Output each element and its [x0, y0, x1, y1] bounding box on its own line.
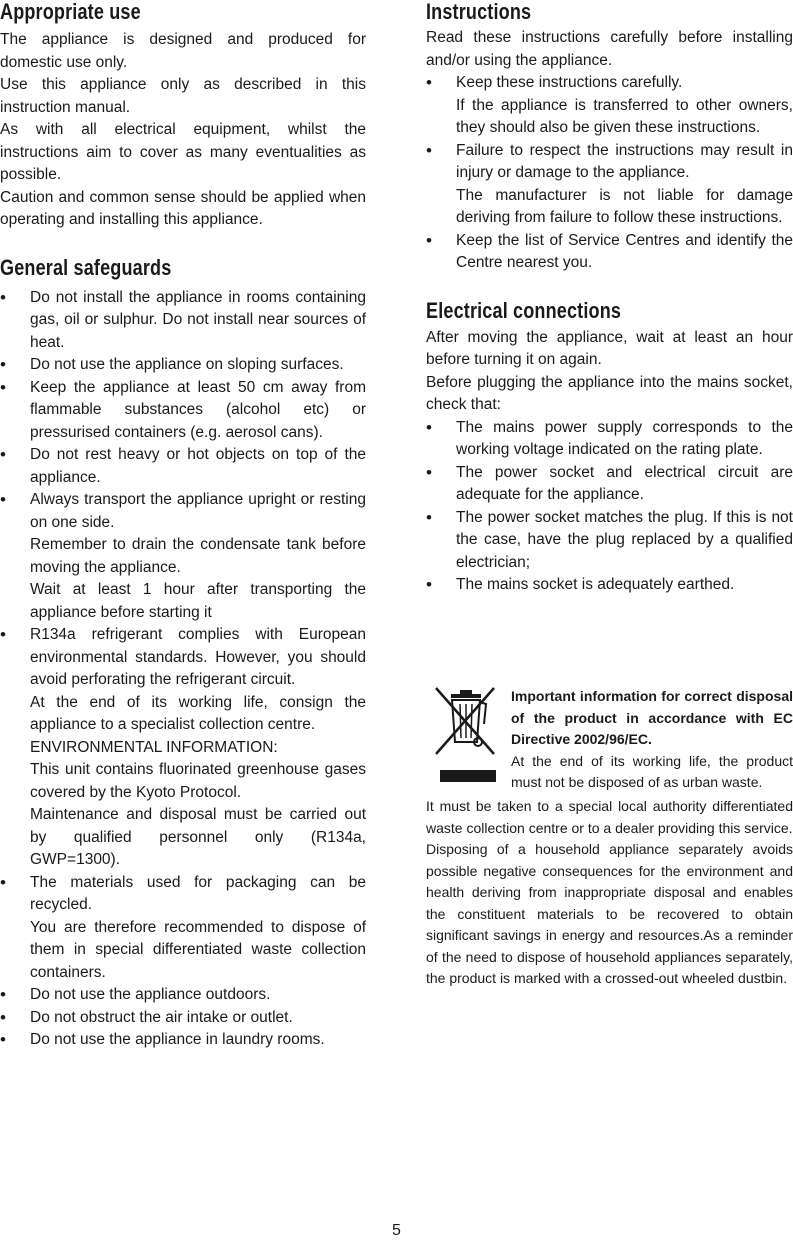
item-text: • Keep the appliance at least 50 cm away from flammable substances (alcohol etc) or pressurised containers (e.g. aerosol cans).	[30, 378, 366, 441]
list-item	[426, 462, 793, 507]
item-text: • Do not use the appliance outdoors.	[30, 986, 271, 1003]
appropriate-use-heading: Appropriate use	[0, 0, 141, 24]
item-text: • Do not install the appliance in rooms containing gas, oil or sulphur. Do not install near sources of heat.	[30, 288, 366, 351]
general-safeguards-list	[0, 287, 366, 1052]
item-text: Remember to drain the condensate tank before moving the appliance.	[30, 536, 366, 576]
weee-note: At the end of its working life, the product must not be disposed of as urban waste.	[511, 752, 793, 790]
list-item	[0, 624, 366, 872]
item-text: • The materials used for packaging can be recycled.	[30, 873, 366, 913]
list-item	[426, 72, 793, 140]
electrical-list	[426, 417, 793, 597]
right-column	[426, 0, 793, 597]
list-item	[0, 444, 366, 489]
item-text: • The power socket and electrical circuit are adequate for the appliance.	[456, 463, 793, 503]
appropriate-use-body	[0, 29, 366, 232]
item-text: The manufacturer is not liable for damage deriving from failure to follow these instructions.	[456, 186, 793, 226]
item-text: • R134a refrigerant complies with European environmental standards. However, you should avoid perforating the refrigerant circuit.	[30, 626, 366, 688]
item-text: ENVIRONMENTAL INFORMATION:	[30, 738, 278, 756]
list-item	[0, 1029, 366, 1052]
item-text: • Always transport the appliance upright or resting on one side.	[30, 491, 366, 531]
paragraph: After moving the appliance, wait at least an hour before turning it on again.	[426, 328, 793, 368]
list-item	[0, 984, 366, 1007]
item-text: Maintenance and disposal must be carried out by qualified personnel only (R134a, GWP=1300).	[30, 806, 366, 868]
paragraph: The appliance is designed and produced for domestic use only.	[0, 31, 366, 71]
item-text: You are therefore recommended to dispose of them in special differentiated waste collection containers.	[30, 918, 366, 981]
item-text: If the appliance is transferred to other owners, they should also be given these instructions.	[456, 96, 793, 136]
list-item	[0, 287, 366, 355]
weee-heading: Important information for correct disposal of the product in accordance with EC Directive 2002/96/EC.	[511, 688, 793, 747]
paragraph: It must be taken to a special local authority differentiated waste collection centre or to a dealer providing this service.	[426, 798, 793, 836]
item-text: • Keep these instructions carefully.	[456, 74, 683, 91]
list-item	[426, 507, 793, 575]
item-text: • The mains power supply corresponds to the working voltage indicated on the rating plate.	[456, 418, 793, 458]
item-text: Wait at least 1 hour after transporting the appliance before starting it	[30, 581, 366, 621]
item-text: • Do not rest heavy or hot objects on top of the appliance.	[30, 446, 366, 486]
crossed-out-wheeled-bin-icon	[432, 684, 496, 786]
item-text: At the end of its working life, consign the appliance to a specialist collection centre.	[30, 693, 366, 733]
list-item	[426, 417, 793, 462]
electrical-body	[426, 327, 793, 597]
electrical-connections-heading: Electrical connections	[426, 297, 622, 323]
weee-summary	[511, 686, 793, 794]
item-text: • Failure to respect the instructions may result in injury or damage to the appliance.	[456, 141, 793, 181]
weee-body	[426, 796, 793, 990]
item-text: This unit contains fluorinated greenhouse gases covered by the Kyoto Protocol.	[30, 761, 366, 801]
paragraph: As with all electrical equipment, whilst the instructions aim to cover as many eventualities as possible.	[0, 121, 366, 183]
item-text: • Do not use the appliance on sloping surfaces.	[30, 356, 344, 373]
list-item	[0, 872, 366, 985]
list-item	[0, 377, 366, 445]
list-item	[426, 140, 793, 230]
paragraph: Disposing of a household appliance separately avoids possible negative consequences for the environment and health deriving from inappropriate disposal and enables the constituent materials to be recovered to obtain significant savings in energy and resources.As a reminder of the need to dispose of household appliances separately, the product is marked with a crossed-out wheeled dustbin.	[426, 841, 793, 986]
paragraph: Caution and common sense should be applied when operating and installing this appliance.	[0, 188, 366, 228]
item-text: • The power socket matches the plug. If this is not the case, have the plug replaced by a qualified electrician;	[456, 508, 793, 571]
instructions-list	[426, 72, 793, 275]
page-number: 5	[392, 1222, 401, 1239]
paragraph: Read these instructions carefully before installing and/or using the appliance.	[426, 29, 793, 69]
item-text: • Do not use the appliance in laundry rooms.	[30, 1031, 325, 1048]
paragraph: Use this appliance only as described in this instruction manual.	[0, 76, 366, 116]
list-item	[0, 1007, 366, 1030]
list-item	[426, 230, 793, 275]
general-safeguards-heading: General safeguards	[0, 254, 172, 280]
item-text: • The mains socket is adequately earthed.	[456, 576, 735, 593]
item-text: • Do not obstruct the air intake or outlet.	[30, 1008, 293, 1026]
list-item	[426, 574, 793, 597]
list-item	[0, 489, 366, 624]
left-column	[0, 0, 366, 1052]
instructions-heading: Instructions	[426, 0, 532, 24]
instructions-body	[426, 27, 793, 275]
item-text: • Keep the list of Service Centres and identify the Centre nearest you.	[456, 231, 793, 271]
list-item	[0, 354, 366, 377]
paragraph: Before plugging the appliance into the mains socket, check that:	[426, 373, 793, 413]
